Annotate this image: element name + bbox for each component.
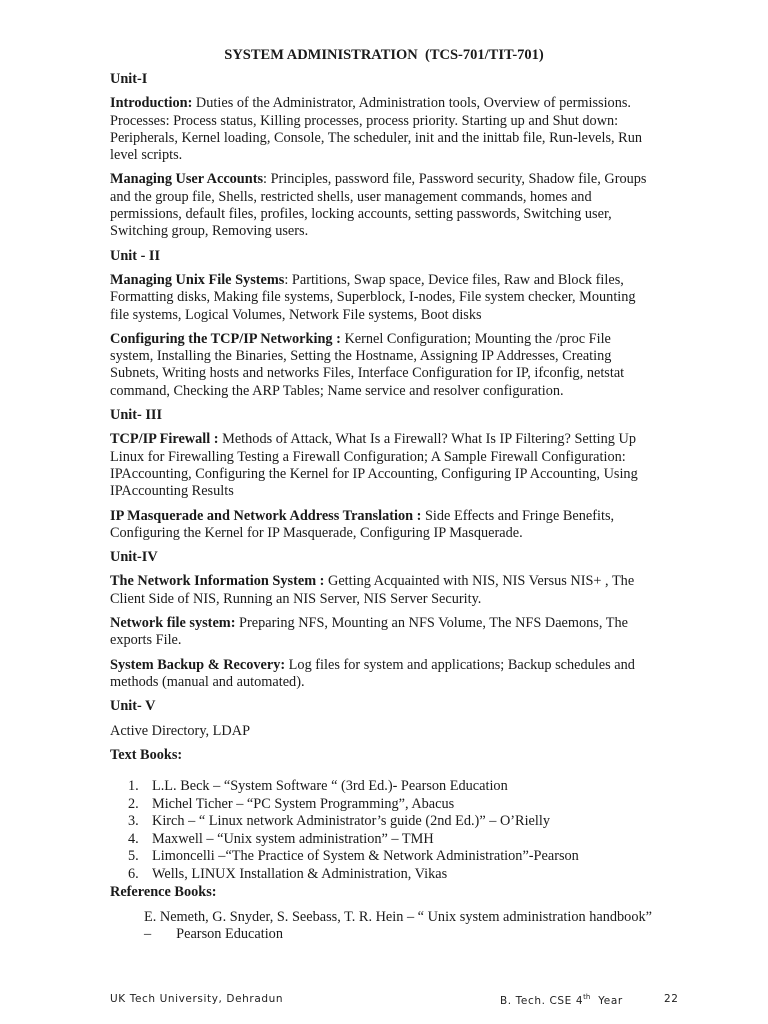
section-title: The Network Information System : <box>110 573 325 590</box>
book-entry: L.L. Beck – “System Software “ (3rd Ed.)- Pearson Education <box>152 778 508 795</box>
section-title: Managing User Accounts <box>110 171 264 188</box>
list-item <box>128 848 655 866</box>
section-paragraph <box>110 331 655 400</box>
list-item <box>128 796 655 814</box>
list-number: 2. <box>128 795 139 812</box>
book-entry: Limoncelli –“The Practice of System & Network Administration”-Pearson <box>152 848 579 865</box>
book-entry: Michel Ticher – “PC System Programming”, Abacus <box>152 795 455 812</box>
unit-content: Active Directory, LDAP <box>110 722 251 739</box>
syllabus-content <box>110 71 655 944</box>
section-title: IP Masquerade and Network Address Translation : <box>110 507 422 524</box>
list-item <box>128 831 655 849</box>
list-number: 1. <box>128 778 139 795</box>
list-number: 3. <box>128 813 139 830</box>
section-title: TCP/IP Firewall : <box>110 431 219 448</box>
footer-course-prefix: B. Tech. CSE 4 <box>500 995 584 1007</box>
list-item <box>128 866 655 884</box>
footer-university: UK Tech University, Dehradun <box>110 993 284 1005</box>
section-body: Duties of the Administrator, Administration tools, Overview of permissions. Processes: Process status, Killing processes, process priority. Starting up and Shut down: Peripherals, Kernel loading, Console, The scheduler, init and the inittab file, Run-levels, Run level scripts. <box>110 95 643 164</box>
section-body: Kernel Configuration; Mounting the /proc File system, Installing the Binaries, Setting the Hostname, Assigning IP Addresses, Creating Subnets, Writing hosts and networks Files, Interface Configuration for IP, ifconfig, netstat command, Checking the ARP Tables; Name service and resolver configuration. <box>110 330 625 399</box>
section-body: Log files for system and applications; Backup schedules and methods (manual and automated). <box>110 656 635 690</box>
text-books-heading: Text Books: <box>110 746 183 763</box>
unit-heading: Unit-IV <box>110 549 158 566</box>
footer-course-sup: th <box>583 993 591 1001</box>
section-paragraph <box>110 657 655 692</box>
book-entry: Maxwell – “Unix system administration” – TMH <box>152 830 434 847</box>
list-item <box>128 813 655 831</box>
book-entry: Kirch – “ Linux network Administrator’s guide (2nd Ed.)” – O’Rielly <box>152 813 550 830</box>
unit-heading: Unit- V <box>110 698 156 715</box>
section-paragraph <box>110 573 655 608</box>
list-number: 6. <box>128 866 139 883</box>
section-paragraph <box>110 95 655 164</box>
section-title: Configuring the TCP/IP Networking : <box>110 330 341 347</box>
section-body: : Principles, password file, Password security, Shadow file, Groups and the group file, Shells, restricted shells, user management commands, homes and permissions, default files, profiles, locking accounts, setting passwords, Switching user, Switching group, Removing users. <box>110 171 647 240</box>
section-paragraph <box>110 272 655 324</box>
page-title: SYSTEM ADMINISTRATION (TCS-701/TIT-701) <box>224 47 544 63</box>
section-paragraph <box>110 431 655 500</box>
list-number: 4. <box>128 830 139 847</box>
reference-entry: E. Nemeth, G. Snyder, S. Seebass, T. R. Hein – “ Unix system administration handbook” – Pearson Education <box>144 908 656 943</box>
unit-heading: Unit - II <box>110 247 161 264</box>
page-number: 22 <box>664 993 679 1005</box>
section-title: Introduction: <box>110 95 193 112</box>
unit-heading: Unit-I <box>110 71 148 87</box>
section-paragraph <box>110 171 655 240</box>
section-title: Managing Unix File Systems <box>110 271 285 288</box>
unit-heading: Unit- III <box>110 407 163 424</box>
section-title: System Backup & Recovery: <box>110 656 286 673</box>
list-item <box>128 778 655 796</box>
section-body: Methods of Attack, What Is a Firewall? What Is IP Filtering? Setting Up Linux for Firewalling Testing a Firewall Configuration; A Sample Firewall Configuration: IPAccounting, Configuring the Kernel for IP Accounting, Configuring IP Accounting, Using IPAccounting Results <box>110 431 638 500</box>
section-paragraph <box>110 615 655 650</box>
section-body: Getting Acquainted with NIS, NIS Versus NIS+ , The Client Side of NIS, Running an NIS Server, NIS Server Security. <box>110 573 635 607</box>
section-body: : Partitions, Swap space, Device files, Raw and Block files, Formatting disks, Making file systems, Superblock, I-nodes, File system checker, Mounting file systems, Logical Volumes, Network File systems, Boot disks <box>110 271 636 323</box>
section-title: Network file system: <box>110 615 236 632</box>
book-entry: Wells, LINUX Installation & Administration, Vikas <box>152 866 448 883</box>
footer-course <box>500 993 623 1007</box>
text-books-list <box>110 778 655 884</box>
section-body: Side Effects and Fringe Benefits, Configuring the Kernel for IP Masquerade, Configuring IP Masquerade. <box>110 507 615 541</box>
reference-books-heading: Reference Books: <box>110 883 217 900</box>
list-number: 5. <box>128 848 139 865</box>
footer-course-suffix: Year <box>590 995 623 1007</box>
section-paragraph <box>110 508 655 543</box>
section-body: Preparing NFS, Mounting an NFS Volume, The NFS Daemons, The exports File. <box>110 615 628 649</box>
